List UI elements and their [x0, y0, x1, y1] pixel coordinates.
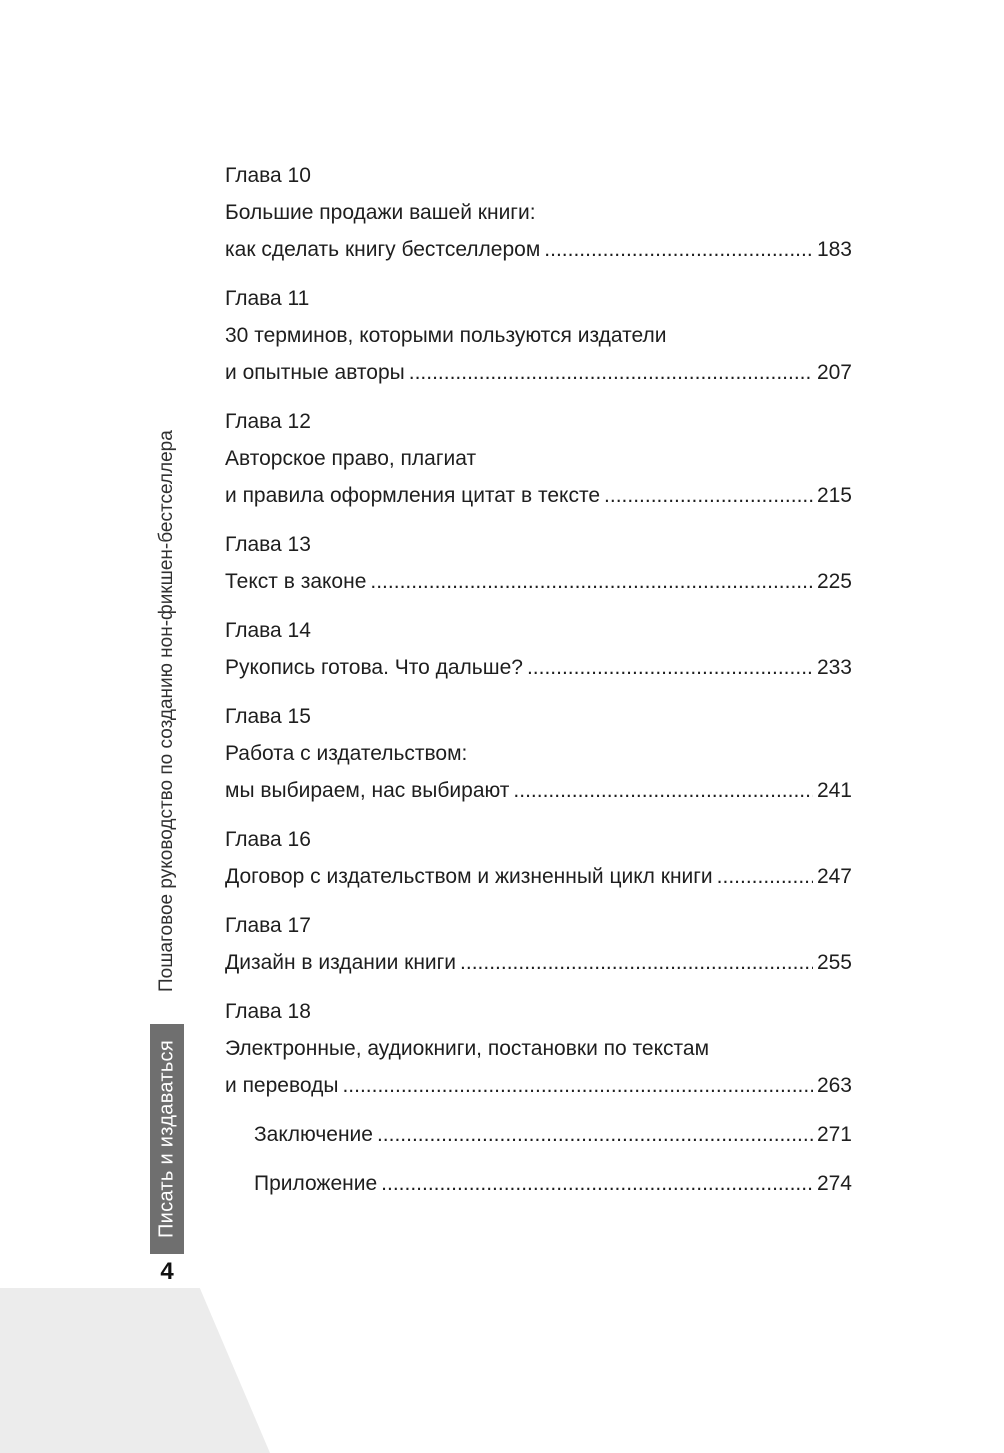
chapter-title-line: Электронные, аудиокниги, постановки по текстам — [225, 1037, 710, 1060]
chapter-label: Глава 12 — [225, 410, 311, 433]
page-ref: 225 — [816, 570, 852, 593]
chapter-label: Глава 10 — [225, 164, 311, 187]
toc-chapter-11 — [225, 280, 852, 391]
entry-title: Заключение — [254, 1123, 373, 1146]
dot-leader — [370, 563, 813, 600]
toc-chapter-17 — [225, 907, 852, 981]
dot-leader — [604, 477, 813, 514]
chapter-title-line: 30 терминов, которыми пользуются издатели — [225, 324, 667, 347]
chapter-title-line-with-page — [225, 231, 852, 268]
page-ref: 183 — [816, 238, 852, 261]
book-title-vertical: Пошаговое руководство по созданию нон-фикшен-бестселлера — [156, 430, 177, 992]
chapter-label: Глава 13 — [225, 533, 311, 556]
toc-appendix — [225, 1116, 852, 1202]
chapter-title-line-with-page — [225, 477, 852, 514]
chapter-label: Глава 16 — [225, 828, 311, 851]
dot-leader — [544, 231, 813, 268]
series-label: Писать и издаваться — [150, 1024, 184, 1254]
chapter-title-line: Авторское право, плагиат — [225, 447, 477, 470]
corner-decoration — [0, 1288, 270, 1453]
dot-leader — [460, 944, 813, 981]
entry-title: Приложение — [254, 1172, 378, 1195]
toc-entry-conclusion — [254, 1116, 852, 1153]
chapter-title-text: мы выбираем, нас выбирают — [225, 779, 510, 802]
chapter-label: Глава 18 — [225, 1000, 311, 1023]
chapter-title-line-with-page — [225, 1067, 852, 1104]
dot-leader — [377, 1116, 813, 1153]
toc-chapter-16 — [225, 821, 852, 895]
toc-chapter-18 — [225, 993, 852, 1104]
chapter-label: Глава 14 — [225, 619, 311, 642]
chapter-title-text: и опытные авторы — [225, 361, 405, 384]
dot-leader — [381, 1165, 813, 1202]
dot-leader — [527, 649, 813, 686]
toc-entry-appendix — [254, 1165, 852, 1202]
page-ref: 255 — [816, 951, 852, 974]
chapter-label: Глава 15 — [225, 705, 311, 728]
dot-leader — [342, 1067, 812, 1104]
chapter-title-line-with-page — [225, 772, 852, 809]
chapter-title-line-with-page — [225, 354, 852, 391]
chapter-title-line-with-page — [225, 649, 852, 686]
chapter-title-line-with-page — [225, 563, 852, 600]
dot-leader — [717, 858, 813, 895]
side-strip — [150, 408, 184, 1254]
chapter-title-line-with-page — [225, 858, 852, 895]
chapter-title-text: Дизайн в издании книги — [225, 951, 457, 974]
dot-leader — [409, 354, 813, 391]
page-ref: 263 — [816, 1074, 852, 1097]
chapter-title-line-with-page — [225, 944, 852, 981]
chapter-title-line: Большие продажи вашей книги: — [225, 201, 536, 224]
page-ref: 215 — [816, 484, 852, 507]
dot-leader — [513, 772, 813, 809]
page-ref: 207 — [816, 361, 852, 384]
toc-chapter-12 — [225, 403, 852, 514]
page-ref: 233 — [816, 656, 852, 679]
chapter-title-text: и правила оформления цитат в тексте — [225, 484, 601, 507]
chapter-title-text: Текст в законе — [225, 570, 367, 593]
page-ref: 271 — [816, 1123, 852, 1146]
page-ref: 241 — [816, 779, 852, 802]
toc-chapter-10 — [225, 157, 852, 268]
chapter-title-text: и переводы — [225, 1074, 339, 1097]
page-ref: 247 — [816, 865, 852, 888]
chapter-label: Глава 17 — [225, 914, 311, 937]
page-ref: 274 — [816, 1172, 852, 1195]
chapter-label: Глава 11 — [225, 287, 310, 310]
toc-chapter-13 — [225, 526, 852, 600]
page-number: 4 — [160, 1258, 174, 1285]
chapter-title-text: как сделать книгу бестселлером — [225, 238, 541, 261]
chapter-title-text: Рукопись готова. Что дальше? — [225, 656, 523, 679]
table-of-contents — [225, 157, 852, 1214]
toc-chapter-15 — [225, 698, 852, 809]
chapter-title-text: Договор с издательством и жизненный цикл книги — [225, 865, 713, 888]
toc-chapter-14 — [225, 612, 852, 686]
chapter-title-line: Работа с издательством: — [225, 742, 468, 765]
